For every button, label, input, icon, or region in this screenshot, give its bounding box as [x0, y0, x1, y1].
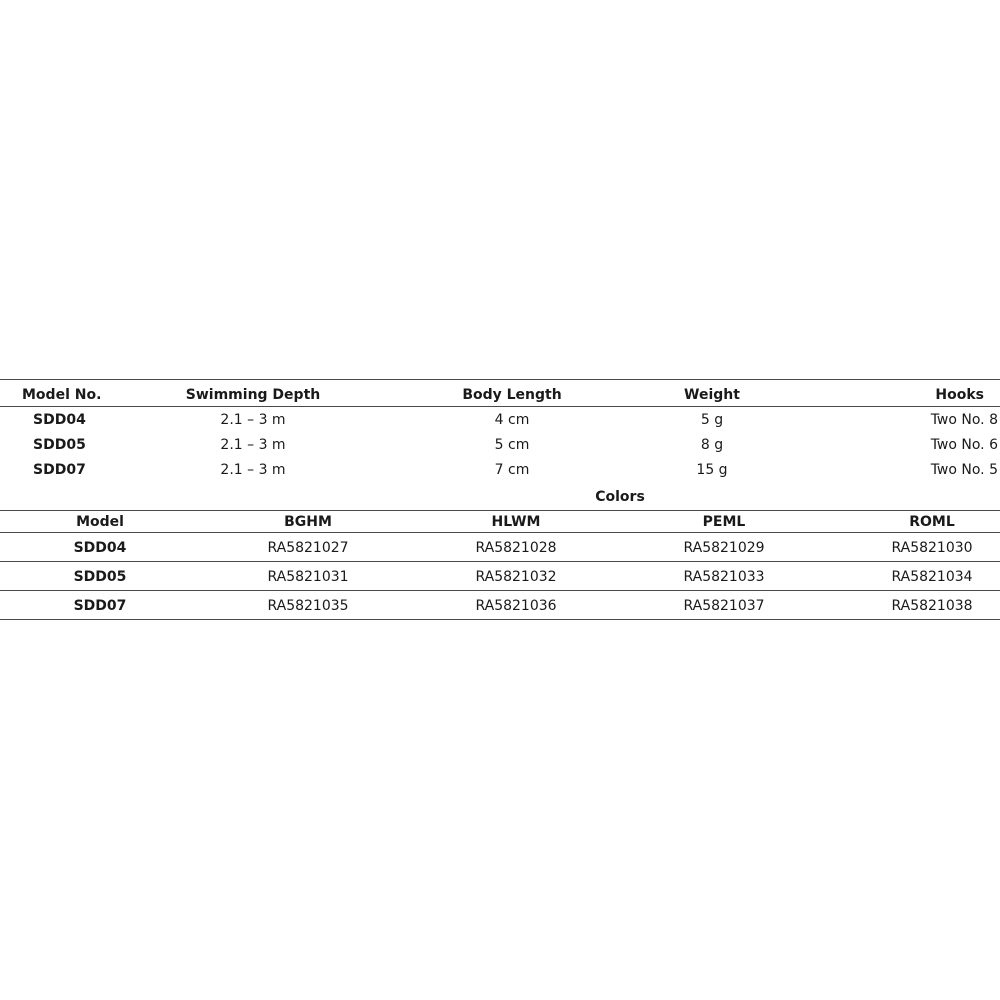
colors-header-roml: ROML	[909, 514, 955, 530]
spec-cell-model: SDD05	[33, 437, 86, 453]
colors-cell-model: SDD05	[73, 569, 127, 585]
spec-cell-depth: 2.1 – 3 m	[220, 462, 286, 478]
colors-row-rule	[0, 561, 1000, 562]
colors-cell-model: SDD07	[73, 598, 127, 614]
spec-cell-length: 5 cm	[494, 437, 530, 453]
colors-header-peml: PEML	[702, 514, 746, 530]
spec-header-length: Body Length	[462, 387, 562, 403]
spec-cell-hooks: Two No. 5	[930, 462, 998, 478]
colors-header-bghm: BGHM	[284, 514, 332, 530]
spec-header-hooks: Hooks	[935, 387, 984, 403]
colors-cell-bghm: RA5821035	[267, 598, 349, 614]
spec-cell-weight: 15 g	[696, 462, 728, 478]
colors-cell-bghm: RA5821031	[267, 569, 349, 585]
spec-cell-length: 7 cm	[494, 462, 530, 478]
colors-cell-roml: RA5821038	[891, 598, 973, 614]
spec-cell-model: SDD07	[33, 462, 86, 478]
spec-cell-length: 4 cm	[494, 412, 530, 428]
colors-bottom-rule	[0, 619, 1000, 620]
colors-cell-hlwm: RA5821036	[475, 598, 557, 614]
colors-cell-roml: RA5821034	[891, 569, 973, 585]
colors-cell-bghm: RA5821027	[267, 540, 349, 556]
spec-cell-model: SDD04	[33, 412, 86, 428]
spec-cell-depth: 2.1 – 3 m	[220, 412, 286, 428]
spec-cell-depth: 2.1 – 3 m	[220, 437, 286, 453]
colors-cell-hlwm: RA5821028	[475, 540, 557, 556]
colors-header-model: Model	[76, 514, 124, 530]
colors-row-rule	[0, 590, 1000, 591]
spec-table-top-rule	[0, 379, 1000, 380]
spec-cell-weight: 8 g	[700, 437, 724, 453]
spec-cell-weight: 5 g	[700, 412, 724, 428]
colors-header-hlwm: HLWM	[491, 514, 541, 530]
colors-cell-peml: RA5821037	[683, 598, 765, 614]
colors-top-rule	[0, 510, 1000, 511]
spec-header-weight: Weight	[684, 387, 740, 403]
colors-cell-peml: RA5821033	[683, 569, 765, 585]
spec-header-model: Model No.	[22, 387, 102, 403]
colors-title: Colors	[595, 489, 645, 505]
spec-cell-hooks: Two No. 6	[930, 437, 998, 453]
colors-cell-roml: RA5821030	[891, 540, 973, 556]
colors-cell-peml: RA5821029	[683, 540, 765, 556]
spec-cell-hooks: Two No. 8	[930, 412, 998, 428]
colors-header-rule	[0, 532, 1000, 533]
colors-cell-model: SDD04	[73, 540, 127, 556]
colors-cell-hlwm: RA5821032	[475, 569, 557, 585]
spec-header-depth: Swimming Depth	[185, 387, 321, 403]
spec-header-rule	[0, 406, 1000, 407]
